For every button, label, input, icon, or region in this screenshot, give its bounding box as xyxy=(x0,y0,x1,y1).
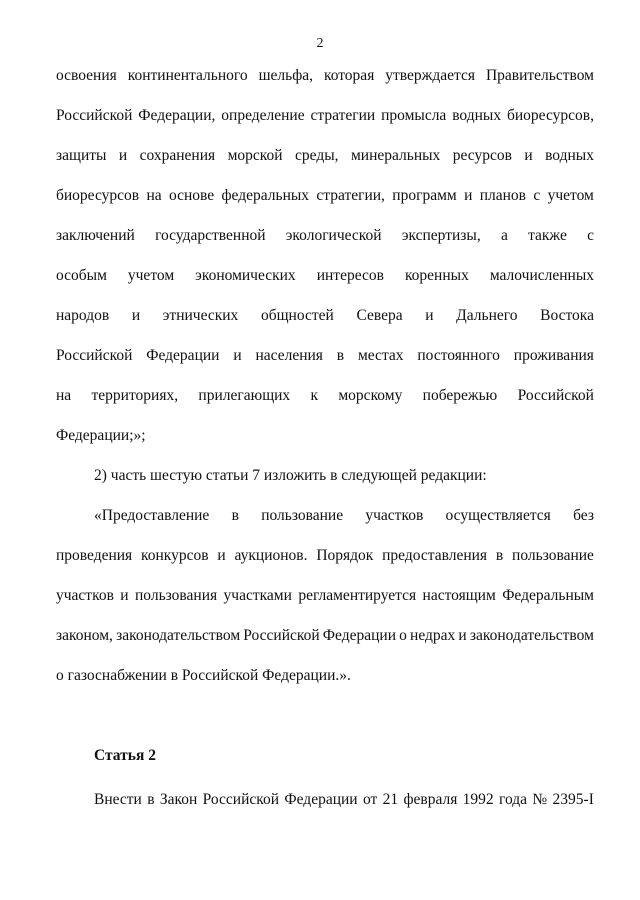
word: которая xyxy=(323,67,375,84)
text-line xyxy=(56,106,594,126)
text-line-last: о газоснабжении в Российской Федерации.». xyxy=(56,667,351,684)
word: интересов xyxy=(316,267,384,284)
word: водных xyxy=(452,107,502,124)
word: общностей xyxy=(260,307,334,324)
word: 21 xyxy=(382,791,399,808)
word: на xyxy=(146,187,162,204)
word: планов xyxy=(479,187,526,204)
word: ресурсов xyxy=(452,147,512,164)
text-line xyxy=(56,386,594,406)
word: также xyxy=(528,227,567,244)
word: экономических xyxy=(195,267,296,284)
word: учетом xyxy=(127,267,175,284)
word: а xyxy=(500,227,508,244)
word: участков xyxy=(365,507,424,524)
word: стратегии xyxy=(310,107,376,124)
word: и xyxy=(131,307,141,324)
word: участками xyxy=(223,587,292,604)
word: пользование xyxy=(512,547,594,564)
word: пользования xyxy=(135,587,218,604)
word: Российской xyxy=(243,627,320,644)
word: законом, xyxy=(56,627,113,644)
word: Российской xyxy=(56,107,133,124)
word: проживания xyxy=(513,347,594,364)
word: населения xyxy=(255,347,323,364)
word: биоресурсов xyxy=(56,187,140,204)
page-number: 2 xyxy=(316,36,324,51)
word: о xyxy=(399,627,407,644)
text-line xyxy=(56,306,594,326)
word: защиты xyxy=(56,147,107,164)
text-line xyxy=(56,186,594,206)
word: и xyxy=(118,147,128,164)
word: Федерации, xyxy=(138,107,216,124)
word: года xyxy=(499,791,528,808)
word: Федерации xyxy=(284,791,358,808)
word: экологической xyxy=(285,227,382,244)
word: и xyxy=(217,547,226,564)
text-line xyxy=(56,146,594,166)
word: с xyxy=(587,227,594,244)
text-line: 2) часть шестую статьи 7 изложить в следующей редакции: xyxy=(94,467,487,484)
word: минеральных xyxy=(350,147,441,164)
word: в xyxy=(147,791,155,808)
word: среды, xyxy=(295,147,339,164)
word: конкурсов xyxy=(141,547,209,564)
word: осуществляется xyxy=(445,507,551,524)
word: настоящим xyxy=(422,587,496,604)
word: законодательством xyxy=(469,627,594,644)
text-line xyxy=(56,266,594,286)
word: сохранения xyxy=(139,147,216,164)
word: освоения xyxy=(56,67,117,84)
word: особым xyxy=(56,267,107,284)
word: постоянного xyxy=(417,347,500,364)
word: утверждается xyxy=(385,67,475,84)
word: этнических xyxy=(162,307,239,324)
word: № xyxy=(532,791,548,808)
word: стратегии, xyxy=(316,187,385,204)
word: федеральных xyxy=(221,187,310,204)
word: Закон xyxy=(159,791,198,808)
text-line xyxy=(56,546,594,566)
word: предоставления xyxy=(382,547,488,564)
word: и xyxy=(233,347,242,364)
word: определение xyxy=(221,107,305,124)
word: Федерации xyxy=(322,627,396,644)
word: биоресурсов, xyxy=(507,107,594,124)
word: Севера xyxy=(356,307,403,324)
article-heading: Статья 2 xyxy=(94,747,156,764)
word: пользование xyxy=(261,507,344,524)
word: от xyxy=(362,791,378,808)
text-line xyxy=(94,790,594,810)
word: государственной xyxy=(155,227,266,244)
word: 1992 xyxy=(462,791,494,808)
word: с xyxy=(533,187,541,204)
word: заключений xyxy=(56,227,135,244)
word: и xyxy=(120,587,129,604)
word: 2395-I xyxy=(552,791,594,808)
text-line xyxy=(56,66,594,86)
word: территориях, xyxy=(91,387,179,404)
word: Федерации xyxy=(146,347,220,364)
word: народов xyxy=(56,307,110,324)
word: законодательством xyxy=(116,627,241,644)
word: Российской xyxy=(56,347,133,364)
word: прилегающих xyxy=(198,387,291,404)
word: в xyxy=(231,507,239,524)
word: февраля xyxy=(403,791,458,808)
word: Российской xyxy=(517,387,594,404)
word: Востока xyxy=(540,307,594,324)
word: экспертизы, xyxy=(401,227,481,244)
word: промысла xyxy=(381,107,447,124)
word: Федеральным xyxy=(502,587,594,604)
word: малочисленных xyxy=(489,267,594,284)
word: в xyxy=(336,347,345,364)
word: Внести xyxy=(94,791,142,808)
word: регламентируется xyxy=(298,587,417,604)
word: Дальнего xyxy=(456,307,518,324)
word: Порядок xyxy=(316,547,374,564)
word: и xyxy=(524,147,533,164)
word: программ xyxy=(392,187,457,204)
word: и xyxy=(464,187,473,204)
word: аукционов. xyxy=(234,547,308,564)
text-line xyxy=(56,346,594,366)
word: водных xyxy=(545,147,594,164)
word: побережью xyxy=(422,387,498,404)
word: местах xyxy=(357,347,404,364)
text-line xyxy=(56,626,594,646)
word: в xyxy=(495,547,504,564)
word: Российской xyxy=(202,791,280,808)
word: коренных xyxy=(404,267,469,284)
word: на xyxy=(56,387,72,404)
word: проведения xyxy=(56,547,133,564)
word: основе xyxy=(168,187,215,204)
word: к xyxy=(310,387,319,404)
word: недрах xyxy=(410,627,456,644)
text-line xyxy=(56,226,594,246)
word: «Предоставление xyxy=(94,507,210,524)
word: шельфа, xyxy=(258,67,313,84)
text-line-last: Федерации;»; xyxy=(56,427,146,444)
word: морской xyxy=(227,147,283,164)
text-line xyxy=(56,586,594,606)
word: участков xyxy=(56,587,114,604)
word: морскому xyxy=(338,387,403,404)
word: континентального xyxy=(127,67,248,84)
word: Правительством xyxy=(485,67,594,84)
text-line xyxy=(94,506,594,526)
word: и xyxy=(425,307,434,324)
word: без xyxy=(573,507,594,524)
word: учетом xyxy=(547,187,594,204)
word: и xyxy=(458,627,467,644)
